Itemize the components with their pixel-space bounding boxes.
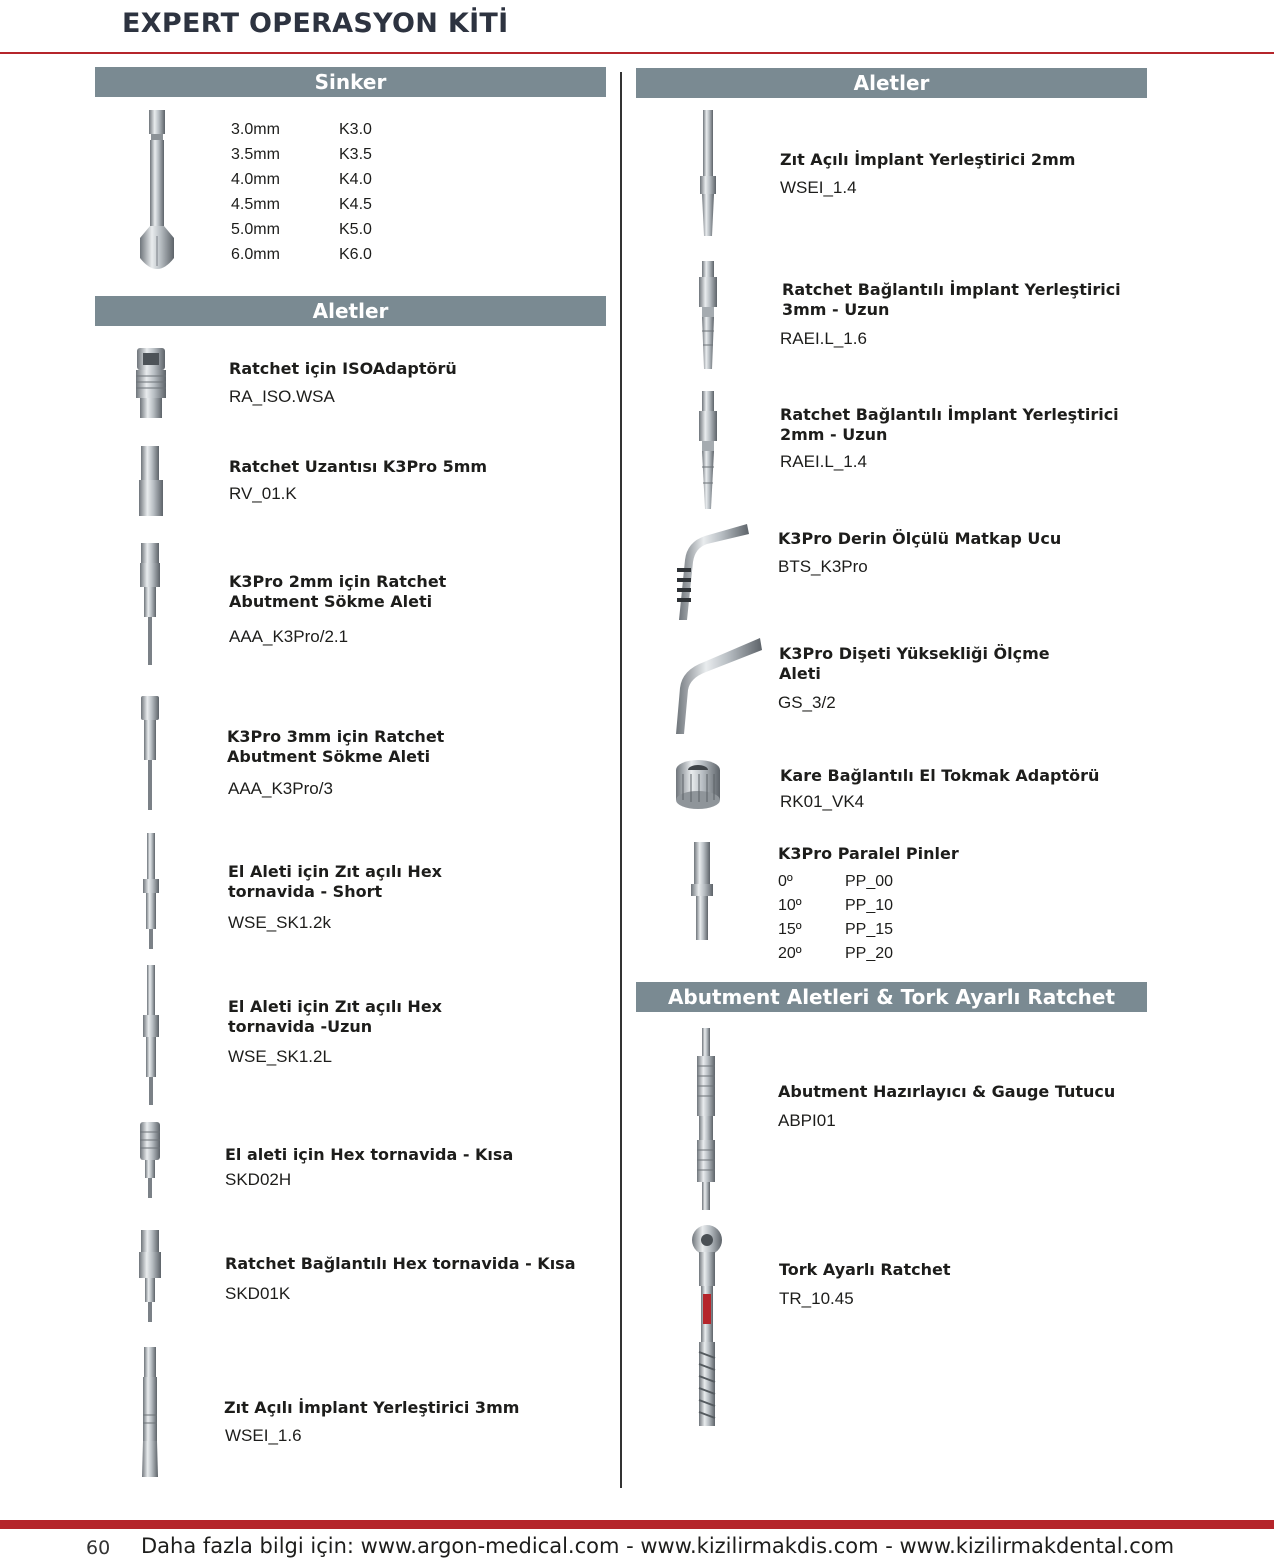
item-code: RAEI.L_1.6	[780, 329, 867, 348]
item-title: Kare Bağlantılı El Tokmak Adaptörü	[780, 766, 1100, 785]
ratchet-implant-inserter-2mm-image	[694, 389, 722, 513]
section-aletler-right: Aletler	[636, 68, 1147, 98]
spec-code: K4.5	[339, 195, 372, 213]
item-code: TR_10.45	[779, 1289, 854, 1308]
ratchet-hex-screwdriver-image	[135, 1228, 165, 1324]
pin-row	[778, 918, 893, 942]
spec-code: K3.0	[339, 120, 372, 138]
pin-angle: 10º	[778, 897, 802, 914]
item-title: Ratchet Uzantısı K3Pro 5mm	[229, 457, 488, 476]
item-code: WSEI_1.6	[225, 1426, 302, 1445]
item-code: ABPI01	[778, 1111, 836, 1130]
spec-row	[231, 142, 372, 167]
pin-row	[778, 870, 893, 894]
torque-ratchet-image	[686, 1222, 728, 1436]
hex-screwdriver-long-image	[139, 963, 163, 1107]
item-title: K3Pro Dişeti Yüksekliği Ölçme Aleti	[779, 644, 1050, 683]
item-title: El aleti için Hex tornavida - Kısa	[225, 1145, 514, 1164]
spec-size: 4.5mm	[231, 195, 280, 213]
item-code: WSE_SK1.2L	[228, 1047, 332, 1066]
implant-inserter-3mm-image	[137, 1345, 163, 1481]
item-title: Zıt Açılı İmplant Yerleştirici 2mm	[780, 150, 1076, 169]
spec-code: K3.5	[339, 145, 372, 163]
spec-row	[231, 217, 372, 242]
item-code: WSE_SK1.2k	[228, 913, 331, 932]
sinker-size-table	[231, 117, 372, 267]
item-title: El Aleti için Zıt açılı Hex tornavida - Short	[228, 862, 442, 901]
section-abutment: Abutment Aletleri & Tork Ayarlı Ratchet	[636, 982, 1147, 1012]
spec-size: 5.0mm	[231, 220, 280, 238]
pin-row	[778, 942, 893, 966]
title-rule	[0, 52, 1274, 54]
item-code: RAEI.L_1.4	[780, 452, 867, 471]
ratchet-implant-inserter-3mm-image	[694, 259, 722, 373]
iso-adapter-image	[132, 346, 170, 420]
footer-contact-text: Daha fazla bilgi için: www.argon-medical.com - www.kizilirmakdis.com - www.kizilirmakdental.com	[141, 1534, 1175, 1558]
item-code: BTS_K3Pro	[778, 557, 868, 576]
spec-row	[231, 192, 372, 217]
spec-size: 3.5mm	[231, 145, 280, 163]
parallel-pin-image	[688, 840, 716, 944]
item-code: AAA_K3Pro/3	[228, 779, 333, 798]
hex-screwdriver-short-image	[139, 831, 163, 951]
item-title: K3Pro Paralel Pinler	[778, 844, 959, 863]
item-title: K3Pro 2mm için Ratchet Abutment Sökme Aleti	[229, 572, 447, 611]
hand-wrench-adapter-image	[671, 756, 725, 812]
spec-code: K5.0	[339, 220, 372, 238]
column-divider	[620, 72, 622, 1488]
item-code: RV_01.K	[229, 484, 297, 503]
abutment-prep-gauge-holder-image	[692, 1026, 720, 1212]
pin-code: PP_20	[845, 945, 894, 962]
item-title: K3Pro 3mm için Ratchet Abutment Sökme Aleti	[227, 727, 445, 766]
item-title: K3Pro Derin Ölçülü Matkap Ucu	[778, 529, 1062, 548]
item-code: AAA_K3Pro/2.1	[229, 627, 349, 646]
pin-code: PP_00	[845, 873, 894, 890]
item-title: Tork Ayarlı Ratchet	[779, 1260, 951, 1279]
item-code: GS_3/2	[778, 693, 836, 712]
pin-angle: 20º	[778, 945, 802, 962]
item-title: Ratchet Bağlantılı Hex tornavida - Kısa	[225, 1254, 576, 1273]
hex-screwdriver-kisa-image	[136, 1120, 164, 1200]
item-title: Zıt Açılı İmplant Yerleştirici 3mm	[224, 1398, 520, 1417]
depth-drill-image	[665, 516, 751, 624]
item-code: SKD01K	[225, 1284, 291, 1303]
spec-row	[231, 167, 372, 192]
pin-angle: 0º	[778, 873, 793, 890]
page-title: EXPERT OPERASYON KİTİ	[122, 8, 509, 39]
abutment-removal-2mm-image	[137, 541, 165, 667]
item-title: Ratchet Bağlantılı İmplant Yerleştirici 2mm - Uzun	[780, 405, 1119, 444]
spec-code: K4.0	[339, 170, 372, 188]
spec-row	[231, 242, 372, 267]
ratchet-extension-image	[135, 444, 167, 518]
item-code: SKD02H	[225, 1170, 292, 1189]
pin-code: PP_10	[845, 897, 894, 914]
item-title: Abutment Hazırlayıcı & Gauge Tutucu	[778, 1082, 1116, 1101]
pin-code: PP_15	[845, 921, 894, 938]
spec-size: 3.0mm	[231, 120, 280, 138]
spec-size: 6.0mm	[231, 245, 280, 263]
item-title: El Aleti için Zıt açılı Hex tornavida -Uzun	[228, 997, 442, 1036]
implant-inserter-2mm-image	[695, 108, 721, 240]
item-code: RA_ISO.WSA	[229, 387, 335, 406]
pin-row	[778, 894, 893, 918]
pin-angle: 15º	[778, 921, 802, 938]
item-title: Ratchet Bağlantılı İmplant Yerleştirici 3mm - Uzun	[782, 280, 1121, 319]
spec-code: K6.0	[339, 245, 372, 263]
spec-size: 4.0mm	[231, 170, 280, 188]
abutment-removal-3mm-image	[137, 694, 165, 812]
parallel-pin-table	[778, 870, 893, 966]
item-code: RK01_VK4	[780, 792, 865, 811]
page-number: 60	[86, 1537, 111, 1559]
item-code: WSEI_1.4	[780, 178, 857, 197]
section-sinker: Sinker	[95, 67, 606, 97]
section-aletler-left: Aletler	[95, 296, 606, 326]
sinker-drill-image	[136, 108, 178, 274]
spec-row	[231, 117, 372, 142]
item-title: Ratchet için ISOAdaptörü	[229, 359, 457, 378]
gingiva-height-gauge-image	[668, 632, 764, 738]
footer-rule	[0, 1520, 1274, 1529]
